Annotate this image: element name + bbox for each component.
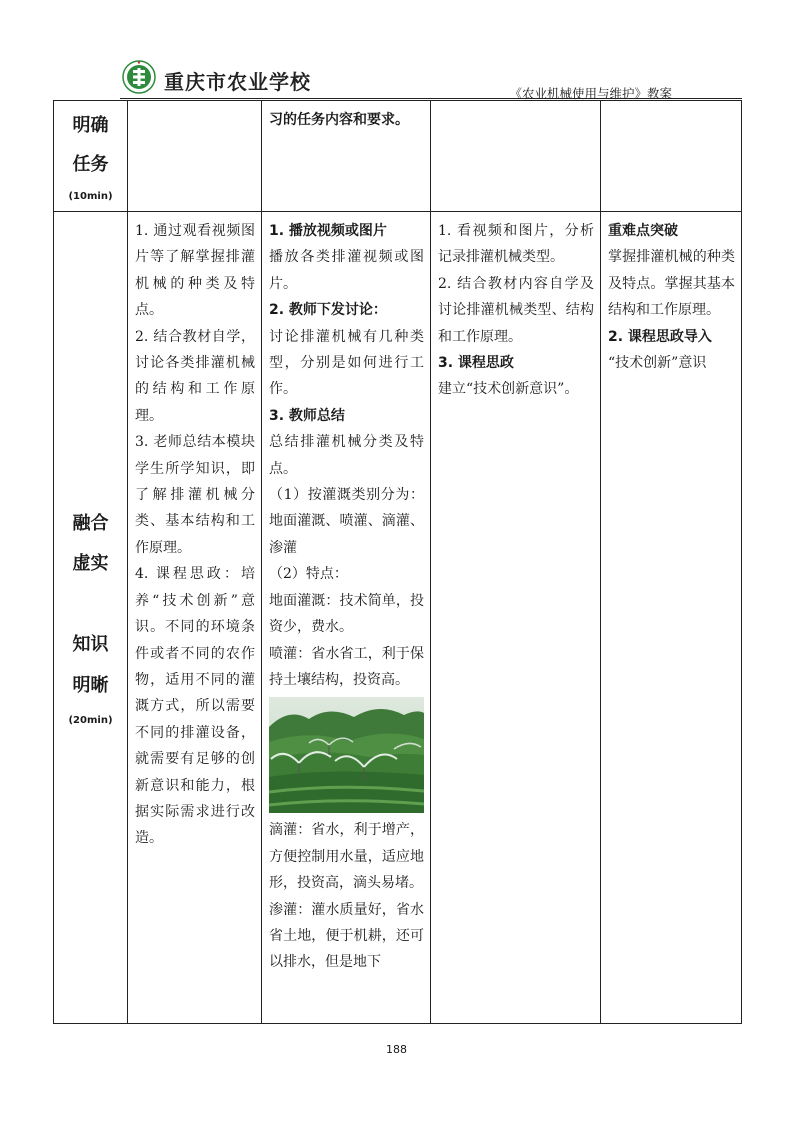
content-item-3: 3. 老师总结本模块学生所学知识，即了解排灌机械分类、基本结构和工作原理。	[135, 434, 255, 556]
student-text-1: 1. 看视频和图片，分析记录排灌机械类型。	[438, 223, 594, 266]
teacher-text-7: 喷灌：省水省工，利于保持土壤结构，投资高。	[269, 645, 424, 688]
teacher-heading-3: 3. 教师总结	[269, 407, 345, 424]
student-cell-main	[431, 212, 601, 1024]
student-heading-3: 3. 课程思政	[438, 355, 514, 372]
header-rule	[120, 98, 742, 99]
lesson-plan-table	[53, 100, 742, 1024]
content-item-2: 2. 结合教材自学，讨论各类排灌机械的结构和工作原理。	[135, 328, 255, 424]
stage-title-line3: 知识	[72, 634, 109, 655]
teacher-cell-task	[262, 101, 431, 212]
teacher-text-8: 滴灌：省水，利于增产，方便控制用水量，适应地形，投资高，滴头易堵。	[269, 822, 424, 892]
school-logo-icon	[122, 60, 156, 94]
content-cell-main	[128, 212, 262, 1024]
stage-title-line2: 任务	[72, 154, 109, 175]
content-item-1: 1. 通过观看视频图片等了解掌握排灌机械的种类及特点。	[135, 223, 255, 319]
content-cell-task	[128, 101, 262, 212]
content-item-4: 4. 课程思政：培养“技术创新”意识。不同的环境条件或者不同的农作物，适用不同的灌溉方式，所以需要不同的排灌设备，就需要有足够的创新意识和能力，根据实际需求进行改造。	[135, 566, 255, 847]
teacher-text-2: 讨论排灌机械有几种类型，分别是如何进行工作。	[269, 328, 424, 398]
sprinkler-irrigation-photo	[269, 697, 424, 813]
design-cell-main	[601, 212, 742, 1024]
stage-title-line4: 明晰	[72, 675, 109, 696]
teacher-text-5: （2）特点：	[269, 566, 348, 583]
stage-cell-main	[54, 212, 128, 1024]
stage-title-line1: 明确	[72, 115, 109, 136]
teacher-text-9: 渗灌：灌水质量好，省水省土地，便于机耕，还可以排水，但是地下	[269, 901, 424, 971]
stage-time: (10min)	[68, 191, 113, 202]
stage-title-line1: 融合	[72, 513, 109, 534]
student-text-2: 2. 结合教材内容自学及讨论排灌机械类型、结构和工作原理。	[438, 275, 594, 345]
teacher-text-1: 播放各类排灌视频或图片。	[269, 249, 424, 292]
teacher-text-3: 总结排灌机械分类及特点。	[269, 434, 424, 477]
design-heading-1: 重难点突破	[608, 223, 678, 239]
school-name: 重庆市农业学校	[164, 70, 311, 94]
teacher-cell-main	[262, 212, 431, 1024]
table-row-main	[54, 212, 742, 1024]
design-text-1: 掌握排灌机械的种类及特点。掌握其基本结构和工作原理。	[608, 249, 735, 319]
teacher-text: 习的任务内容和要求。	[269, 112, 409, 128]
teacher-heading-2: 2. 教师下发讨论：	[269, 302, 387, 319]
design-cell-task	[601, 101, 742, 212]
stage-cell-task	[54, 101, 128, 212]
student-text-3: 建立“技术创新意识”。	[438, 381, 579, 398]
page-number: 188	[386, 1043, 407, 1056]
stage-title-line2: 虚实	[72, 553, 109, 574]
teacher-text-4: （1）按灌溉类别分为：地面灌溉、喷灌、滴灌、渗灌	[269, 487, 424, 556]
design-text-2: “技术创新”意识	[608, 355, 707, 372]
table-row-task	[54, 101, 742, 212]
design-heading-2: 2. 课程思政导入	[608, 328, 712, 345]
teacher-text-6: 地面灌溉：技术简单，投资少，费水。	[269, 592, 424, 636]
page-header	[120, 58, 742, 100]
course-title: 《农业机械使用与维护》教案	[509, 86, 672, 101]
student-cell-task	[431, 101, 601, 212]
teacher-heading-1: 1. 播放视频或图片	[269, 223, 387, 239]
stage-time: (20min)	[68, 715, 113, 726]
